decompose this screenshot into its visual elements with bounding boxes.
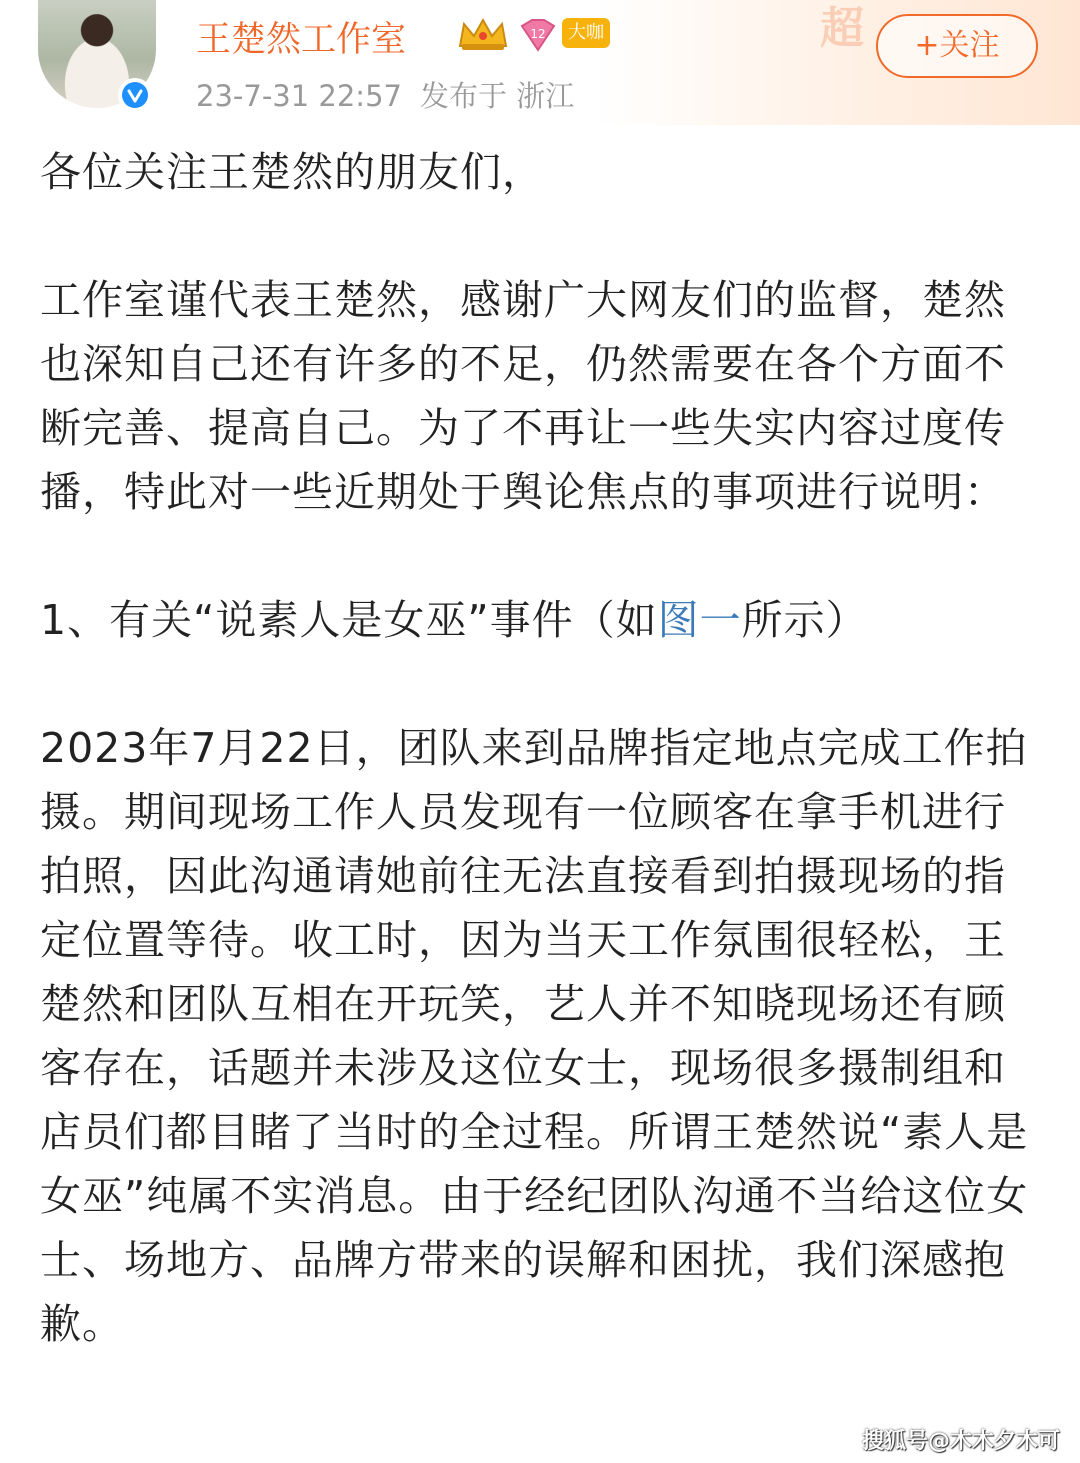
post-location: 发布于 浙江: [419, 79, 575, 113]
item-1-suffix: 所示）: [741, 596, 868, 644]
post-detail: 2023年7月22日，团队来到品牌指定地点完成工作拍摄。期间现场工作人员发现有一位顾客在拿手机进行拍照，因此沟通请她前往无法直接看到拍摄现场的指定位置等待。收工时，因为当天工作氛围很轻松，王楚然和团队互相在开玩笑，艺人并不知晓现场还有顾客存在，话题并未涉及这位女士，现场很多摄制组和店员们都目睹了当时的全过程。所谓王楚然说“素人是女巫”纯属不实消息。由于经纪团队沟通不当给这位女士、场地方、品牌方带来的误解和困扰，我们深感抱歉。: [40, 724, 1029, 1348]
post-intro: 工作室谨代表王楚然，感谢广大网友们的监督，楚然也深知自己还有许多的不足，仍然需要在各个方面不断完善、提高自己。为了不再让一些失实内容过度传播，特此对一些近期处于舆论焦点的事项进行说明：: [40, 276, 1006, 516]
follow-button[interactable]: +关注: [876, 14, 1038, 78]
post-greeting: 各位关注王楚然的朋友们，: [40, 148, 544, 196]
watermark: 搜狐号@木木夕木可: [862, 1429, 1061, 1454]
svg-text:12: 12: [530, 27, 546, 41]
item-1-prefix: 1、有关“说素人是女巫”事件（如: [40, 596, 658, 644]
image-link[interactable]: 图一: [657, 596, 742, 644]
post-item-1-heading: [40, 588, 1040, 652]
account-name[interactable]: 王楚然工作室: [196, 20, 407, 60]
header-decoration: 超: [820, 3, 864, 54]
post-body: [40, 140, 1040, 1356]
post-meta: [196, 74, 574, 115]
fan-level-icon: [518, 18, 558, 52]
post-time: 23-7-31 22:57: [196, 79, 402, 113]
verified-badge-icon: [118, 78, 152, 112]
vip-badge: 大咖: [562, 18, 610, 48]
crown-icon: [456, 16, 510, 52]
